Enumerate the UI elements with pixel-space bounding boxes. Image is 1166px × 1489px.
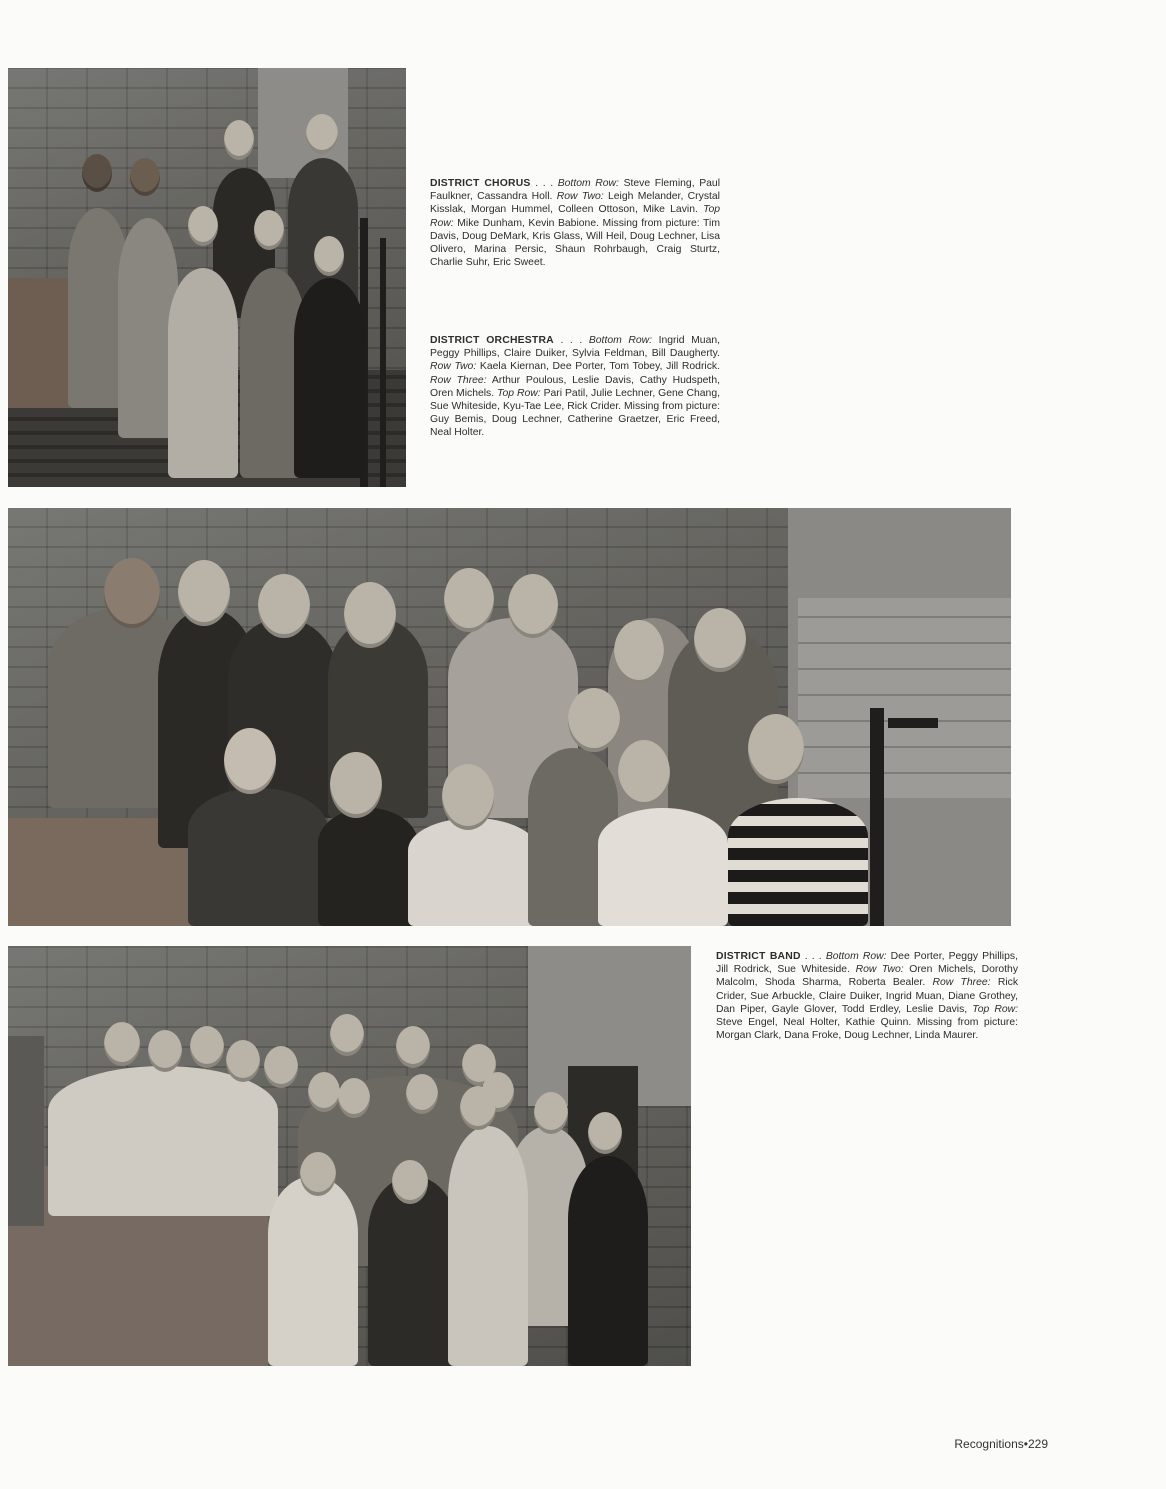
- orchestra-row-label: Row Two:: [430, 361, 477, 373]
- chorus-separator: . . .: [535, 178, 554, 189]
- district-band-photo: [8, 946, 691, 1366]
- chorus-row-label: Top Row:: [430, 204, 721, 229]
- band-row-label: Top Row:: [972, 1003, 1019, 1015]
- chorus-row-names: Steve Fleming, Paul Faulkner, Cassandra Holl.: [430, 178, 721, 203]
- orchestra-heading: DISTRICT ORCHESTRA: [430, 335, 554, 346]
- orchestra-row-label: Top Row:: [497, 387, 541, 399]
- chorus-row-label: Row Two:: [556, 191, 604, 203]
- orchestra-row-names: Kaela Kiernan, Dee Porter, Tom Tobey, Jill Rodrick.: [479, 361, 720, 373]
- chorus-heading: DISTRICT CHORUS: [430, 178, 531, 189]
- band-row-names: Steve Engel, Neal Holter, Kathie Quinn.: [716, 1017, 912, 1029]
- orchestra-row-label: Row Three:: [430, 374, 487, 386]
- district-orchestra-photo: [8, 508, 1011, 926]
- band-separator: . . .: [804, 951, 822, 962]
- chorus-missing: Missing from picture: Tim Davis, Doug DeMark, Kris Glass, Will Heil, Doug Lechner, Lisa Olivero, Marina Persic, Shaun Rohrbaugh, Craig Sturtz, Charlie Suhr, Eric Sweet.: [430, 217, 720, 269]
- chorus-row-names: Leigh Melander, Crystal Kisslak, Morgan Hummel, Colleen Ottoson, Mike Lavin.: [430, 191, 720, 216]
- orchestra-row-names: Pari Patil, Julie Lechner, Gene Chang, Sue Whiteside, Kyu-Tae Lee, Rick Crider.: [430, 387, 720, 413]
- page-folio: Recognitions•229: [954, 1437, 1048, 1451]
- band-row-label: Row Three:: [932, 977, 991, 989]
- orchestra-row-label: Bottom Row:: [588, 335, 652, 346]
- band-row-names: Oren Michels, Dorothy Malcolm, Shoda Sharma, Roberta Bealer.: [716, 964, 1019, 989]
- band-row-names: Rick Crider, Sue Arbuckle, Claire Duiker, Ingrid Muan, Diane Grothey, Dan Piper, Gayle Glover, Todd Erdley, Leslie Davis,: [716, 977, 1019, 1015]
- band-heading: DISTRICT BAND: [716, 951, 801, 962]
- orchestra-row-names: Ingrid Muan, Peggy Phillips, Claire Duiker, Sylvia Feldman, Bill Daugherty.: [430, 335, 721, 360]
- chorus-row-label: Bottom Row:: [557, 178, 619, 189]
- district-chorus-photo: [8, 68, 406, 487]
- orchestra-missing: Missing from picture: Guy Bemis, Doug Lechner, Catherine Graetzer, Eric Freed, Neal Holter.: [430, 401, 721, 439]
- band-row-names: Dee Porter, Peggy Phillips, Jill Rodrick, Sue Whiteside.: [716, 951, 1018, 976]
- orchestra-separator: . . .: [560, 335, 583, 346]
- band-missing: Missing from picture: Morgan Clark, Dana Froke, Doug Lechner, Linda Maurer.: [716, 1017, 1019, 1042]
- district-band-caption: [716, 950, 1018, 1042]
- district-orchestra-caption: [430, 334, 720, 440]
- orchestra-row-names: Arthur Poulous, Leslie Davis, Cathy Hudspeth, Oren Michels.: [430, 374, 720, 399]
- band-row-label: Row Two:: [855, 964, 904, 976]
- district-chorus-caption: [430, 177, 720, 269]
- chorus-row-names: Mike Dunham, Kevin Babione.: [457, 217, 599, 229]
- band-row-label: Bottom Row:: [825, 951, 887, 962]
